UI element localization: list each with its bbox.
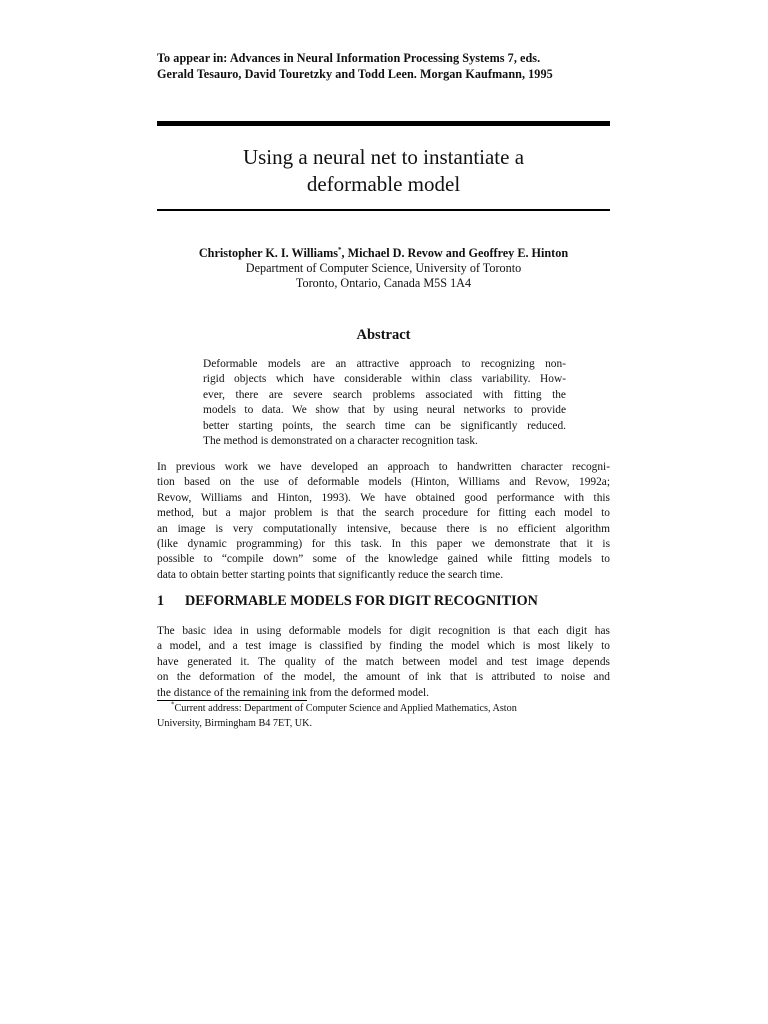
section-1-paragraph xyxy=(157,624,610,701)
author-names-first: Christopher K. I. Williams xyxy=(198,246,339,260)
intro-line: In previous work we have developed an approach to handwritten character recogni- xyxy=(157,461,610,473)
footnote-text-1: Current address: Department of Computer Science and Applied Mathematics, Aston xyxy=(174,703,517,714)
publication-note-line-1: To appear in: Advances in Neural Information Processing Systems 7, eds. xyxy=(157,51,541,65)
abstract-line: models to data. We show that by using neural networks to provide xyxy=(203,404,566,417)
footnote-line-1 xyxy=(157,702,610,717)
intro-line: an image is very computationally intensive, because there is no efficient algorithm xyxy=(157,522,610,535)
intro-line: possible to “compile down” some of the knowledge gained while fitting models to xyxy=(157,553,610,566)
abstract-line: better starting points, the search time can be significantly reduced. xyxy=(203,419,566,432)
section-1-line: a model, and a test image is classified by finding the model which is most likely to xyxy=(157,640,610,653)
publication-note-line-2: Gerald Tesauro, David Touretzky and Todd Leen. Morgan Kaufmann, 1995 xyxy=(157,67,553,81)
abstract-body xyxy=(203,357,566,449)
paper-title xyxy=(157,144,610,198)
abstract-line: rigid objects which have considerable within class variability. How- xyxy=(203,373,566,386)
footnote-mark: * xyxy=(171,700,175,709)
section-1-line: on the deformation of the model, the amount of ink that is attributed to noise and xyxy=(157,671,610,684)
author-block xyxy=(157,246,610,291)
footnote-line-2: University, Birmingham B4 7ET, UK. xyxy=(157,717,313,729)
intro-line: (like dynamic programming) for this task. In this paper we demonstrate that it is xyxy=(157,538,610,551)
abstract-heading: Abstract xyxy=(356,327,411,343)
title-top-rule xyxy=(157,121,610,126)
section-title: DEFORMABLE MODELS FOR DIGIT RECOGNITION xyxy=(185,593,538,609)
section-1-line: have generated it. The quality of the match between model and test image depends xyxy=(157,655,610,668)
footnote-rule xyxy=(157,700,307,701)
section-1-heading xyxy=(157,592,610,610)
publication-note xyxy=(157,50,597,82)
intro-line: Revow, Williams and Hinton, 1993). We have obtained good performance with this xyxy=(157,491,610,504)
title-bottom-rule xyxy=(157,209,610,211)
author-footnote-mark: * xyxy=(338,245,342,254)
author-names-rest: , Michael D. Revow and Geoffrey E. Hinton xyxy=(341,246,569,260)
intro-line: data to obtain better starting points that significantly reduce the search time. xyxy=(157,568,504,581)
author-names xyxy=(157,246,610,261)
title-line-2: deformable model xyxy=(306,172,461,196)
section-1-line: the distance of the remaining ink from the deformed model. xyxy=(157,686,430,699)
abstract-line: ever, there are severe search problems associated with fitting the xyxy=(203,388,566,401)
intro-line: tion based on the use of deformable models (Hinton, Williams and Revow, 1992a; xyxy=(157,476,610,489)
footnote xyxy=(157,702,610,731)
section-1-line: The basic idea in using deformable models for digit recognition is that each digit has xyxy=(157,625,610,637)
affiliation-line-1: Department of Computer Science, University of Toronto xyxy=(245,261,522,275)
title-line-1: Using a neural net to instantiate a xyxy=(242,145,525,169)
affiliation-line-2: Toronto, Ontario, Canada M5S 1A4 xyxy=(295,276,472,290)
abstract-line: The method is demonstrated on a character recognition task. xyxy=(203,435,478,448)
section-number: 1 xyxy=(157,593,165,609)
intro-paragraph xyxy=(157,460,610,583)
intro-line: method, but a major problem is that the search procedure for fitting each model to xyxy=(157,507,610,520)
abstract-line: Deformable models are an attractive approach to recognizing non- xyxy=(203,358,566,370)
